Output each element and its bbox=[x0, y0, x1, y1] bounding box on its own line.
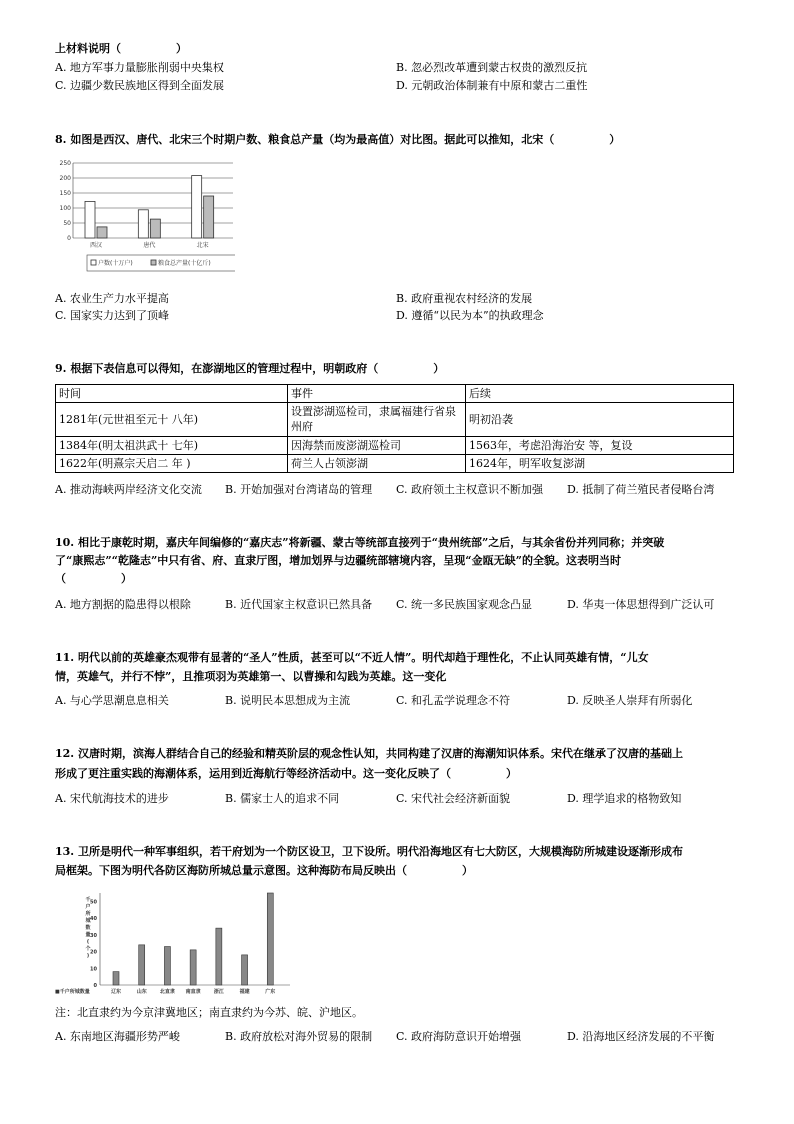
y-tick-label: 20 bbox=[90, 949, 97, 956]
q7-option-c[interactable]: C. 边疆少数民族地区得到全面发展 bbox=[55, 79, 225, 92]
q13-stem-line2: 局框架。下图为明代各防区海防所城总量示意图。这种海防布局反映出（ ） bbox=[55, 864, 473, 877]
y-tick-label: 40 bbox=[90, 916, 97, 923]
table-header-cell: 事件 bbox=[288, 385, 466, 403]
table-cell: 1281年(元世祖至元十 八年) bbox=[56, 403, 288, 437]
table-cell: 1622年(明熹宗天启二 年 ) bbox=[56, 455, 288, 473]
table-header-cell: 后续 bbox=[466, 385, 734, 403]
x-tick-label: 浙江 bbox=[213, 989, 224, 995]
q9-info-table bbox=[55, 384, 734, 473]
x-tick-label: 北直隶 bbox=[159, 989, 175, 995]
q8-option-b[interactable]: B. 政府重视农村经济的发展 bbox=[396, 292, 533, 305]
q10-stem-line2: 了“康熙志”“乾隆志”中只有省、府、直隶厅图，增加划界与边疆统部辖境内容，呈现“金瓯无缺”的全貌。这表明当时 bbox=[55, 554, 621, 567]
q8-stem: 8. 如图是西汉、唐代、北宋三个时期户数、粮食总产量（均为最高值）对比图。据此可以推知，北宋（ ） bbox=[55, 133, 621, 146]
x-tick-label: 南直隶 bbox=[185, 989, 201, 995]
y-tick-label: 30 bbox=[90, 932, 97, 939]
q8-option-a[interactable]: A. 农业生产力水平提高 bbox=[55, 292, 169, 305]
bar bbox=[164, 947, 170, 985]
bar bbox=[242, 955, 248, 985]
table-cell: 明初沿袭 bbox=[466, 403, 734, 437]
q10-option-d[interactable]: D. 华夷一体思想得到广泛认可 bbox=[567, 598, 715, 611]
y-axis-label-char: 户 bbox=[85, 904, 91, 910]
chart-coastal-forts bbox=[55, 885, 295, 1000]
bar bbox=[216, 928, 222, 985]
table-row bbox=[56, 403, 734, 437]
legend-swatch bbox=[91, 260, 96, 265]
q11-stem-line1: 11. 明代以前的英雄豪杰观带有显著的“圣人”性质，甚至可以“不近人情”。明代却趋于理性化，不止认同英雄有情，“儿女 bbox=[55, 651, 649, 664]
x-tick-label: 唐代 bbox=[143, 242, 156, 249]
bar bbox=[267, 893, 273, 985]
q10-stem-line3: （ ） bbox=[55, 572, 132, 585]
x-tick-label: 北宋 bbox=[196, 242, 209, 249]
q13-option-a[interactable]: A. 东南地区海疆形势严峻 bbox=[55, 1030, 180, 1043]
q9-stem: 9. 根据下表信息可以得知，在澎湖地区的管理过程中，明朝政府（ ） bbox=[55, 362, 445, 375]
legend-label: 户数(十万户) bbox=[98, 260, 133, 267]
q13-stem-line1: 13. 卫所是明代一种军事组织，若干府划为一个防区设卫，卫下设所。明代沿海地区有七大防区，大规模海防所城建设逐渐形成布 bbox=[55, 845, 683, 858]
bar bbox=[204, 196, 214, 238]
q11-option-a[interactable]: A. 与心学思潮息息相关 bbox=[55, 694, 169, 707]
q8-option-d[interactable]: D. 遵循“以民为本”的执政理念 bbox=[396, 309, 544, 322]
table-header-row bbox=[56, 385, 734, 403]
y-tick-label: 0 bbox=[93, 983, 97, 989]
y-tick-label: 50 bbox=[63, 220, 71, 227]
q11-stem-line2: 情，英雄气，并行不悖”，且推项羽为英雄第一、以曹操和勾践为英雄。这一变化 bbox=[55, 670, 447, 683]
y-axis-label-char: 所 bbox=[85, 911, 91, 917]
y-tick-label: 150 bbox=[59, 190, 71, 197]
y-tick-label: 50 bbox=[90, 899, 97, 906]
bar bbox=[190, 950, 196, 985]
y-axis-label-char: ( bbox=[86, 939, 90, 945]
x-tick-label: 西汉 bbox=[89, 242, 103, 249]
table-cell: 1384年(明太祖洪武十 七年) bbox=[56, 437, 288, 455]
table-row bbox=[56, 455, 734, 473]
x-tick-label: 福建 bbox=[239, 989, 250, 995]
bar bbox=[113, 972, 119, 985]
bar bbox=[97, 227, 107, 238]
y-tick-label: 10 bbox=[90, 966, 97, 973]
q12-option-a[interactable]: A. 宋代航海技术的进步 bbox=[55, 792, 169, 805]
table-cell: 1624年，明军收复澎湖 bbox=[466, 455, 734, 473]
q7-option-b[interactable]: B. 忽必烈改革遭到蒙古权贵的激烈反抗 bbox=[396, 61, 588, 74]
q13-option-b[interactable]: B. 政府放松对海外贸易的限制 bbox=[225, 1030, 373, 1043]
q9-option-d[interactable]: D. 抵制了荷兰殖民者侵略台湾 bbox=[567, 483, 715, 496]
y-tick-label: 0 bbox=[67, 235, 71, 242]
y-axis-label-char: ) bbox=[86, 953, 90, 959]
bar bbox=[85, 201, 95, 238]
x-tick-label: 广东 bbox=[265, 989, 276, 995]
q9-option-a[interactable]: A. 推动海峡两岸经济文化交流 bbox=[55, 483, 202, 496]
y-tick-label: 100 bbox=[59, 205, 71, 212]
y-axis-label-char: 数 bbox=[85, 925, 91, 931]
q10-option-a[interactable]: A. 地方割据的隐患得以根除 bbox=[55, 598, 191, 611]
q12-option-d[interactable]: D. 理学追求的格物致知 bbox=[567, 792, 682, 805]
q11-option-c[interactable]: C. 和孔孟学说理念不符 bbox=[396, 694, 511, 707]
q9-option-b[interactable]: B. 开始加强对台湾诸岛的管理 bbox=[225, 483, 373, 496]
q7-stem-end: 上材料说明（ ） bbox=[55, 42, 187, 55]
q10-option-b[interactable]: B. 近代国家主权意识已然具备 bbox=[225, 598, 373, 611]
q7-option-d[interactable]: D. 元朝政治体制兼有中原和蒙古二重性 bbox=[396, 79, 588, 92]
legend-label: 粮食总产量(十亿斤) bbox=[158, 260, 211, 267]
q8-option-c[interactable]: C. 国家实力达到了顶峰 bbox=[55, 309, 170, 322]
x-tick-label: 辽东 bbox=[110, 989, 122, 995]
legend-swatch bbox=[151, 260, 156, 265]
table-row bbox=[56, 437, 734, 455]
table-cell: 1563年，考虑沿海治安 等，复设 bbox=[466, 437, 734, 455]
table-cell: 设置澎湖巡检司，隶属福建行省泉州府 bbox=[288, 403, 466, 437]
y-axis-label-char: 量 bbox=[85, 932, 91, 938]
q12-option-b[interactable]: B. 儒家士人的追求不同 bbox=[225, 792, 340, 805]
q11-option-d[interactable]: D. 反映圣人崇拜有所弱化 bbox=[567, 694, 693, 707]
table-cell: 荷兰人占领澎湖 bbox=[288, 455, 466, 473]
q12-option-c[interactable]: C. 宋代社会经济新面貌 bbox=[396, 792, 511, 805]
q9-option-c[interactable]: C. 政府领土主权意识不断加强 bbox=[396, 483, 544, 496]
table-cell: 因海禁而废澎湖巡检司 bbox=[288, 437, 466, 455]
y-axis-label-char: 城 bbox=[85, 918, 91, 924]
x-axis-prefix: ■千户所城数量 bbox=[55, 989, 90, 995]
q12-stem-line2: 形成了更注重实践的海潮体系，运用到近海航行等经济活动中。这一变化反映了（ ） bbox=[55, 767, 517, 780]
q13-option-c[interactable]: C. 政府海防意识开始增强 bbox=[396, 1030, 522, 1043]
y-tick-label: 200 bbox=[59, 175, 71, 182]
bar bbox=[138, 210, 148, 238]
q7-option-a[interactable]: A. 地方军事力量膨胀削弱中央集权 bbox=[55, 61, 224, 74]
q11-option-b[interactable]: B. 说明民本思想成为主流 bbox=[225, 694, 351, 707]
x-tick-label: 山东 bbox=[136, 989, 147, 995]
bar bbox=[139, 945, 145, 985]
q10-option-c[interactable]: C. 统一多民族国家观念凸显 bbox=[396, 598, 533, 611]
q10-stem-line1: 10. 相比于康乾时期，嘉庆年间编修的“嘉庆志”将新疆、蒙古等统部直接列于“贵州统部”之后，与其余省份并列同称；并突破 bbox=[55, 536, 665, 549]
y-axis-label-char: 个 bbox=[85, 946, 91, 952]
y-axis-label-char: 千 bbox=[85, 897, 91, 903]
table-header-cell: 时间 bbox=[56, 385, 288, 403]
q13-note: 注：北直隶约为今京津冀地区；南直隶约为今苏、皖、沪地区。 bbox=[55, 1006, 363, 1019]
chart-household-grain bbox=[55, 155, 235, 275]
bar bbox=[150, 219, 160, 238]
bar bbox=[192, 176, 202, 238]
y-tick-label: 250 bbox=[59, 160, 71, 167]
q13-option-d[interactable]: D. 沿海地区经济发展的不平衡 bbox=[567, 1030, 715, 1043]
q12-stem-line1: 12. 汉唐时期，滨海人群结合自己的经验和精英阶层的观念性认知，共同构建了汉唐的海潮知识体系。宋代在继承了汉唐的基础上 bbox=[55, 747, 683, 760]
